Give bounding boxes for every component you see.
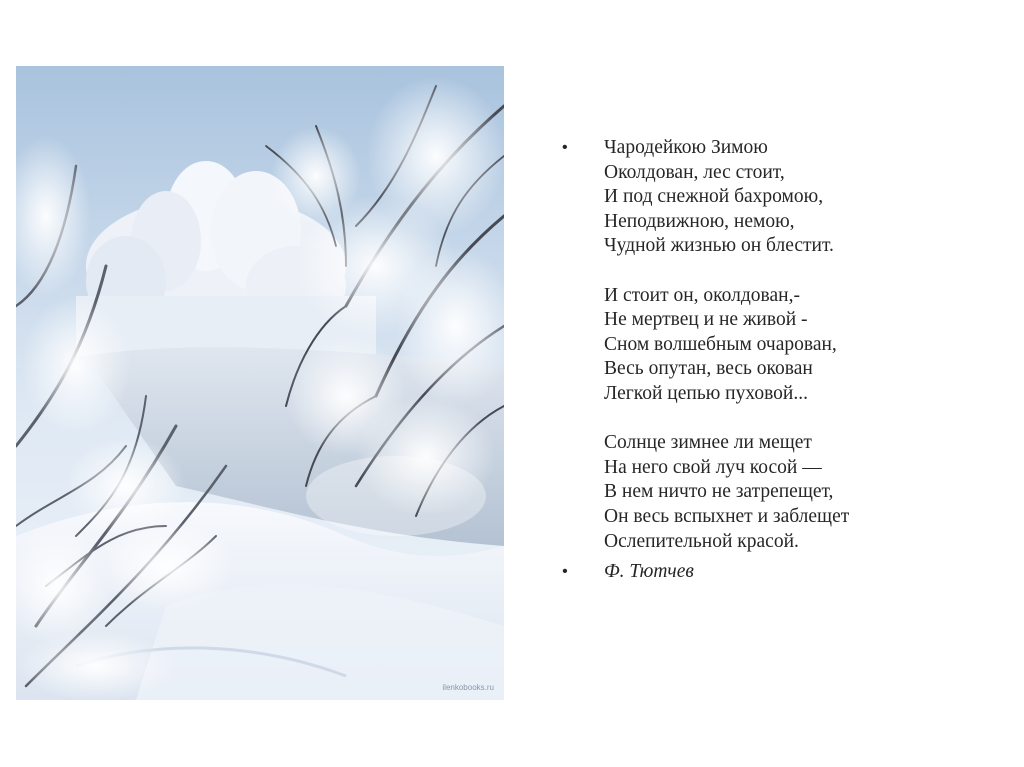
bullet-marker: • bbox=[562, 139, 568, 156]
stanza-2 bbox=[604, 284, 1000, 407]
poem-line: Чудной жизнью он блестит. bbox=[604, 235, 834, 257]
poem-line: Солнце зимнее ли мещет bbox=[604, 432, 812, 454]
poem-line: Чародейкою Зимою bbox=[604, 137, 768, 158]
winter-forest-illustration bbox=[16, 66, 504, 700]
poem-line: Неподвижною, немою, bbox=[604, 210, 795, 232]
poem-line: Он весь вспыхнет и заблещет bbox=[604, 505, 850, 527]
poem-line: Весь опутан, весь окован bbox=[604, 358, 813, 380]
bullet-marker: • bbox=[562, 563, 568, 581]
poem-text-box bbox=[560, 136, 1000, 585]
poem-line: Легкой цепью пуховой... bbox=[604, 382, 808, 404]
author-bullet-item bbox=[560, 560, 1000, 585]
poem-line: Не мертвец и не живой - bbox=[604, 309, 808, 331]
poem-line: Сном волшебным очарован, bbox=[604, 333, 837, 355]
poem-line: В нем ничто не затрепещет, bbox=[604, 481, 834, 503]
poem-bullet-item bbox=[560, 136, 1000, 554]
poem-line: Околдован, лес стоит, bbox=[604, 161, 785, 183]
photo-watermark: ilenkobooks.ru bbox=[442, 683, 494, 692]
poem-line: Ослепительной красой. bbox=[604, 530, 799, 552]
poem-line: И под снежной бахромою, bbox=[604, 186, 824, 208]
poem-line: И стоит он, околдован,- bbox=[604, 284, 800, 306]
winter-forest-photo bbox=[16, 66, 504, 700]
stanza-1 bbox=[604, 136, 1000, 259]
poem-line: На него свой луч косой — bbox=[604, 456, 822, 478]
stanza-3 bbox=[604, 431, 1000, 554]
poem-author: Ф. Тютчев bbox=[604, 561, 694, 583]
